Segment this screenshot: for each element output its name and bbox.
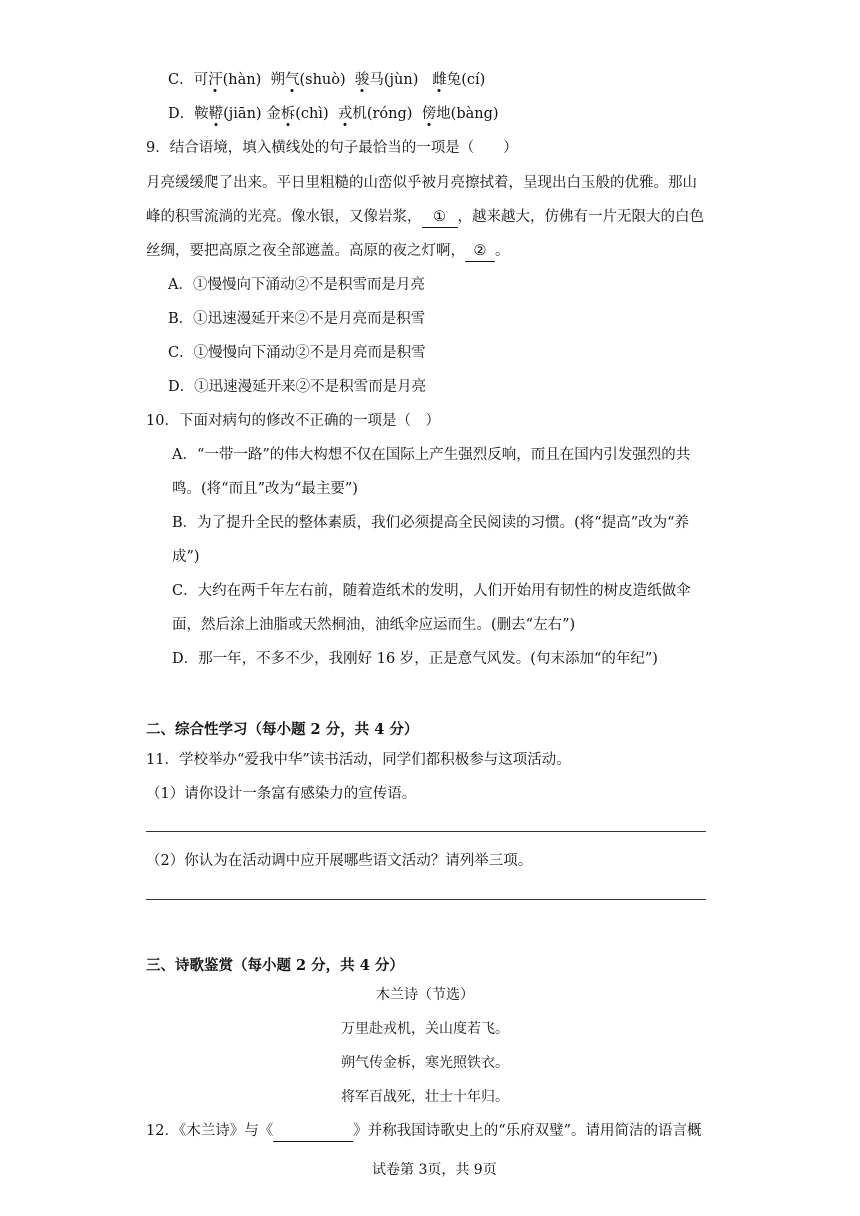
dotted-char: 气 [284,72,300,88]
q12-stem: 12．《木兰诗》与《 》并称我国诗歌史上的“乐府双璧”。请用简洁的语言概 [146,1121,702,1142]
page-footer: 试卷第 3页，共 9页 [372,1162,497,1178]
q10-option-b-line-1: B．为了提升全民的整体素质，我们必须提高全民阅读的习惯。(将“提高”改为“养 [172,515,690,531]
blank-1: ① [422,207,458,228]
q10-option-a-line-1: A．“一带一路”的伟大构想不仅在国际上产生强烈反响，而且在国内引发强烈的共 [172,447,691,463]
dotted-char: 傍 [421,106,437,122]
q11-sub-2: （2）你认为在活动调中应开展哪些语文活动？请列举三项。 [146,853,533,869]
q10-option-a-line-2: 鸣。(将“而且”改为“最主要”) [172,481,358,497]
q12-blank[interactable] [273,1121,353,1142]
dotted-char: 柝 [280,106,296,122]
q11-stem: 11．学校举办“爱我中华”读书活动，同学们都积极参与这项活动。 [146,752,571,768]
q9-passage-line-2: 峰的积雪流淌的光亮。像水银，又像岩浆， ① ，越来越大，仿佛有一片无限大的白色 [146,207,704,228]
dotted-char: 雌 [432,72,447,88]
q8-option-c: C．可汗(hàn) 朔气(shuò) 骏马(jùn) 雌兔(cí) [168,72,486,88]
q11-sub-1: （1）请你设计一条富有感染力的宣传语。 [146,786,417,802]
dotted-char: 鞯 [208,106,224,122]
section-2-title: 二、综合性学习（每小题 2 分，共 4 分） [146,721,419,738]
q9-option-b: B．①迅速漫延开来②不是月亮而是积雪 [168,311,426,327]
q9-passage-line-3: 丝绸，要把高原之夜全部遮盖。高原的夜之灯啊， ② 。 [146,241,510,262]
q10-option-c-line-1: C．大约在两千年左右前，随着造纸术的发明，人们开始用有韧性的树皮造纸做伞 [172,583,691,599]
q9-stem: 9．结合语境，填入横线处的句子最恰当的一项是（ ） [146,140,518,156]
q8-option-d: D．鞍鞯(jiān) 金柝(chì) 戎机(róng) 傍地(bàng) [168,106,499,122]
q10-stem: 10．下面对病句的修改不正确的一项是（ ） [146,413,440,429]
q10-option-c-line-2: 面，然后涂上油脂或天然桐油，油纸伞应运而生。(删去“左右”) [172,617,576,633]
q9-option-a: A．①慢慢向下涌动②不是积雪而是月亮 [168,277,425,293]
q10-option-d: D．那一年，不多不少，我刚好 16 岁，正是意气风发。(句末添加“的年纪”) [172,651,658,667]
dotted-char: 骏 [354,72,370,88]
section-3-title: 三、诗歌鉴赏（每小题 2 分，共 4 分） [146,957,404,974]
answer-line-2[interactable] [146,899,706,900]
q9-option-d: D．①迅速漫延开来②不是积雪而是月亮 [168,379,427,395]
q9-option-c: C．①慢慢向下涌动②不是月亮而是积雪 [168,345,426,361]
q9-passage-line-1: 月亮缓缓爬了出来。平日里粗糙的山峦似乎被月亮擦拭着，呈现出白玉般的优雅。那山 [146,175,697,191]
poem-title: 木兰诗（节选） [376,987,474,1003]
poem-line-3: 将军百战死，壮士十年归。 [341,1089,509,1105]
dotted-char: 戎 [337,106,353,122]
dotted-char: 汗 [208,72,223,88]
q10-option-b-line-2: 成”) [172,549,200,565]
answer-line-1[interactable] [146,831,706,832]
poem-line-1: 万里赴戎机，关山度若飞。 [341,1021,509,1037]
poem-line-2: 朔气传金柝，寒光照铁衣。 [341,1055,509,1071]
blank-2: ② [465,241,495,262]
